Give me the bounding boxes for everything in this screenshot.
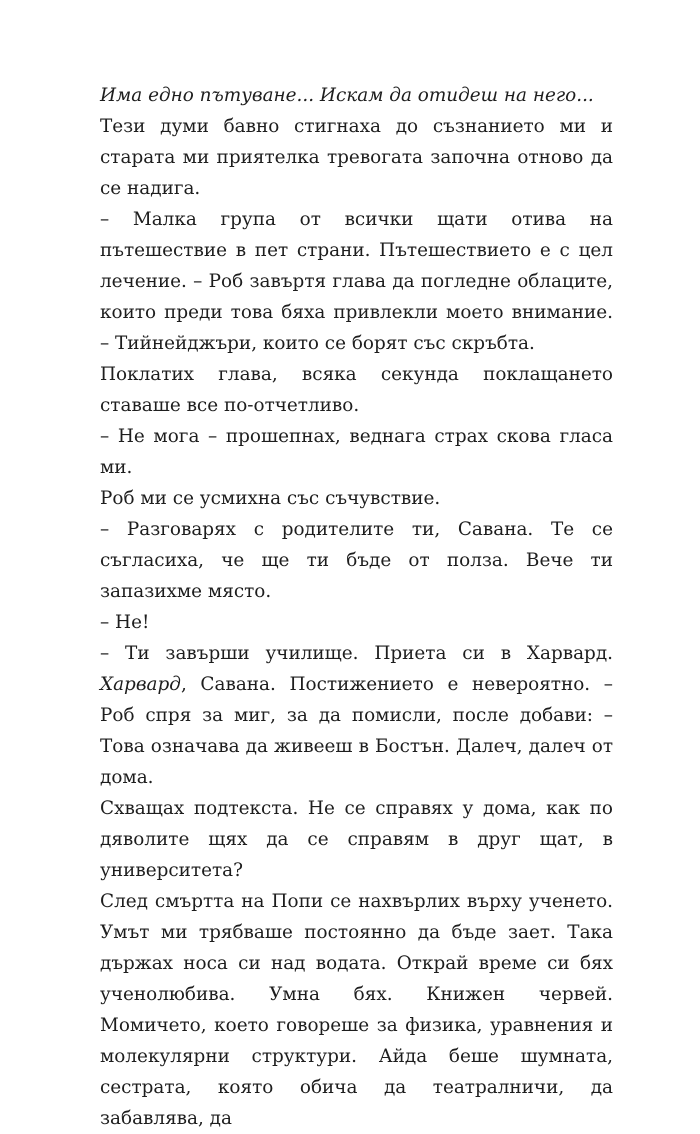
paragraph: След смъртта на Попи се нахвърлих върху ученето. Умът ми трябваше постоянно да бъде зает. Така държах носа си над водата. Открай време си бях ученолюбива. Умна бях. Книжен червей. Момичето, което говореше за физика, уравнения и молекулярни структури. Айда беше шумната, сестрата, която обича да театралничи, да забавлява, да [100, 891, 613, 1129]
paragraph: – Малка група от всички щати отива на пътешествие в пет страни. Пътешествието е с цел лечение. – Роб завъртя глава да погледне облаците, които преди това бяха привлекли моето внимание. – Тийнейджъри, които се борят със скръбта. [100, 209, 613, 354]
paragraph: Поклатих глава, всяка секунда поклащането ставаше все по-отчетливо. [100, 364, 613, 416]
italic-opening-line: Има едно пътуване... Искам да отидеш на него... [100, 85, 594, 106]
paragraph: – Разговарях с родителите ти, Савана. Те се съгласиха, че ще ти бъде от полза. Вече ти запазихме място. [100, 519, 613, 602]
paragraph-part: , Савана. Постижението е невероятно. – Роб спря за миг, за да помисли, после добави: – Това означава да живееш в Бостън. Далеч, далеч от дома. [100, 674, 613, 788]
paragraph: Роб ми се усмихна със съчувствие. [100, 488, 441, 509]
paragraph: Схващах подтекста. Не се справях у дома, как по дяволите щях да се справям в друг щат, в университета? [100, 798, 613, 881]
paragraph: Тези думи бавно стигнаха до съзнанието ми и старата ми приятелка тревогата започна отново да се надига. [100, 116, 613, 199]
paragraph: – Не мога – прошепнах, веднага страх скова гласа ми. [100, 426, 613, 478]
book-page [100, 80, 613, 1134]
paragraph-with-emphasis [100, 638, 613, 793]
emphasized-word: Харвард [100, 674, 181, 695]
paragraph: – Не! [100, 612, 150, 633]
paragraph-part: – Ти завърши училище. Приета си в Харвард. [100, 643, 613, 664]
